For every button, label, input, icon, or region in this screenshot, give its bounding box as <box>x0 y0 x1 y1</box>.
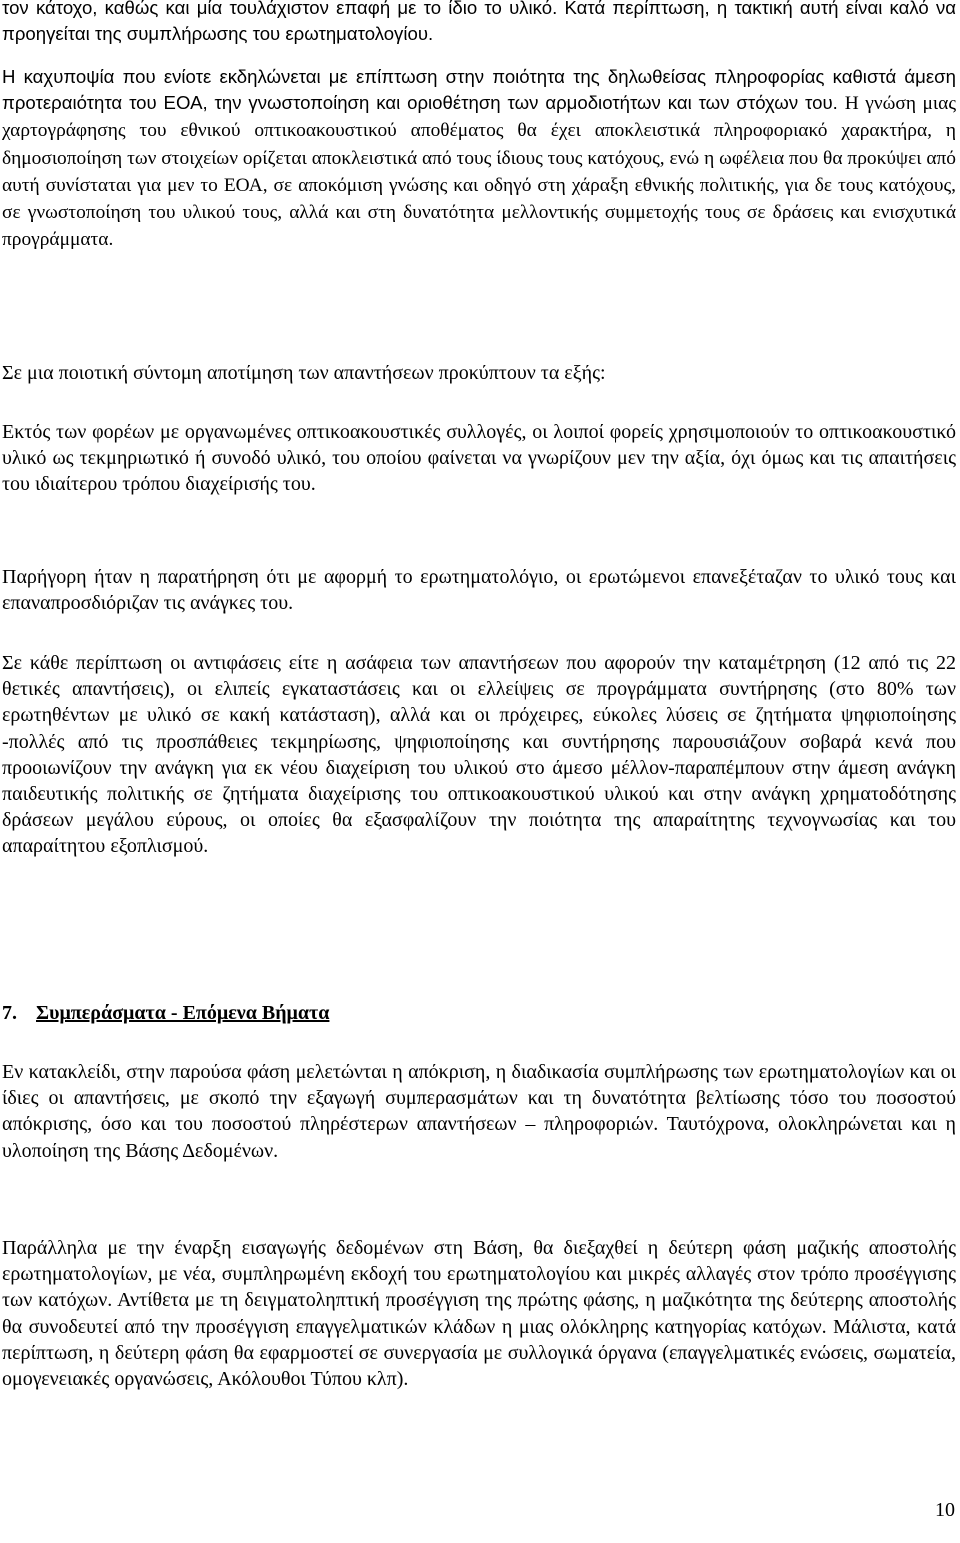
section-number: 7. <box>2 1002 17 1024</box>
paragraph-questionnaire-effect: Παρήγορη ήταν η παρατήρηση ότι με αφορμή το ερωτηματολόγιο, οι ερωτώμενοι επανεξέταζαν το υλικό τους και επαναπροσδιόριζαν τις ανάγκες του. <box>2 566 956 615</box>
paragraph-suspicion <box>2 64 956 253</box>
paragraph-next-phase: Παράλληλα με την έναρξη εισαγωγής δεδομένων στη Βάση, θα διεξαχθεί η δεύτερη φάση μαζικής αποστολής ερωτηματολογίων, με νέα, συμπληρωμένη εκδοχή του ερωτηματολογίου και μικρές αλλαγές στον τρόπο προσέγγισης των κατόχων. Αντίθετα με τη δειγματοληπτική προσέγγιση της πρώτης φάσης, η μαζικότητα της δεύτερης αποστολής θα συνοδευτεί από την προσέγγιση επαγγελματικών κλάδων η μιας ολόκληρης κατηγορίας κατόχων. Μάλιστα, κατά περίπτωση, η δεύτερη φάση θα εφαρμοστεί σε συνεργασία με συλλογικά όργανα (επαγγελματικές ενώσεις, σωματεία, ομογενειακές οργανώσεις, Ακόλουθοι Τύπου κλπ). <box>2 1237 956 1391</box>
section-heading <box>2 1000 329 1026</box>
paragraph-suspicion-serif-part: Η γνώση μιας χαρτογράφησης του εθνικού οπτικοακουστικού αποθέματος θα έχει αποκλειστικά πληροφοριακό χαρακτήρα, η δημοσιοποίηση των στοιχείων ορίζεται αποκλειστικά από τους ίδιους τους κατόχους, ενώ η ωφέλεια που θα προκύψει από αυτή συνίσταται για μεν το ΕΟΑ, σε αποκόμιση γνώσης και οδηγό στη χάραξη εθνικής πολιτικής, για δε τους κατόχους, σε γνωστοποίηση του υλικού τους, αλλά και στη δυνατότητα μελλοντικής συμμετοχής τους σε δράσεις και ενισχυτικά προγράμματα. <box>2 93 956 251</box>
paragraph-conclusion: Εν κατακλείδι, στην παρούσα φάση μελετώνται η απόκριση, η διαδικασία συμπλήρωσης των ερωτηματολογίων και οι ίδιες οι απαντήσεις, με σκοπό την εξαγωγή συμπερασμάτων και τη δυνατότητα βελτίωσης τόσο του ποσοστού απόκρισης, όσο και του ποσοστού πληρέστερων απαντήσεων – πληροφοριών. Ταυτόχρονα, ολοκληρώνεται και η υλοποίηση της Βάσης Δεδομένων. <box>2 1061 956 1162</box>
page-number: 10 <box>935 1499 955 1521</box>
paragraph-continuation: τον κάτοχο, καθώς και μία τουλάχιστον επαφή με το ίδιο το υλικό. Κατά περίπτωση, η τακτική αυτή είναι καλό να προηγείται της συμπλήρωσης του ερωτηματολογίου. <box>2 0 956 45</box>
paragraph-assessment-intro: Σε μια ποιοτική σύντομη αποτίμηση των απαντήσεων προκύπτουν τα εξής: <box>2 362 606 384</box>
section-title: Συμπεράσματα - Επόμενα Βήματα <box>36 1002 330 1024</box>
paragraph-other-bodies: Εκτός των φορέων με οργανωμένες οπτικοακουστικές συλλογές, οι λοιποί φορείς χρησιμοποιούν το οπτικοακουστικό υλικό ως τεκμηριωτικό ή συνοδό υλικό, του οποίου φαίνεται να γνωρίζουν μεν την αξία, όχι όμως και τις απαιτήσεις του ιδιαίτερου τρόπου διαχείρισής του. <box>2 421 956 496</box>
paragraph-suspicion-sans-part: Η καχυποψία που ενίοτε εκδηλώνεται με επίπτωση στην ποιότητα της δηλωθείσας πληροφορίας καθιστά άμεση προτεραιότητα του ΕΟΑ, την γνωστοποίηση και οριοθέτηση των αρμοδιοτήτων και των στόχων του. <box>2 66 956 114</box>
paragraph-contradictions: Σε κάθε περίπτωση οι αντιφάσεις είτε η ασάφεια των απαντήσεων που αφορούν την καταμέτρηση (12 από τις 22 θετικές απαντήσεις), οι ελιπείς εγκαταστάσεις και οι ελλείψεις σε προγράμματα συντήρησης (στο 80% των ερωτηθέντων με υλικό σε κακή κατάσταση), αλλά και οι πρόχειρες, εύκολες λύσεις σε ζητήματα ψηφιοποίησης -πολλές από τις προσπάθειες τεκμηρίωσης, ψηφιοποίησης και συντήρησης παρουσιάζουν σοβαρά κενά που προοιωνίζουν την ανάγκη για εκ νέου διαχείριση του υλικού στο άμεσο μέλλον-παραπέμπουν στην άμεση ανάγκη παιδευτικής πολιτικής σε ζητήματα διαχείρισης του οπτικοακουστικού υλικού και στην ανάγκη χρηματοδότησης δράσεων μεγάλου εύρους, οι οποίες θα εξασφαλίζουν την ποιότητα της απαραίτητης τεχνογνωσίας και του απαραίτητου εξοπλισμού. <box>2 652 956 858</box>
